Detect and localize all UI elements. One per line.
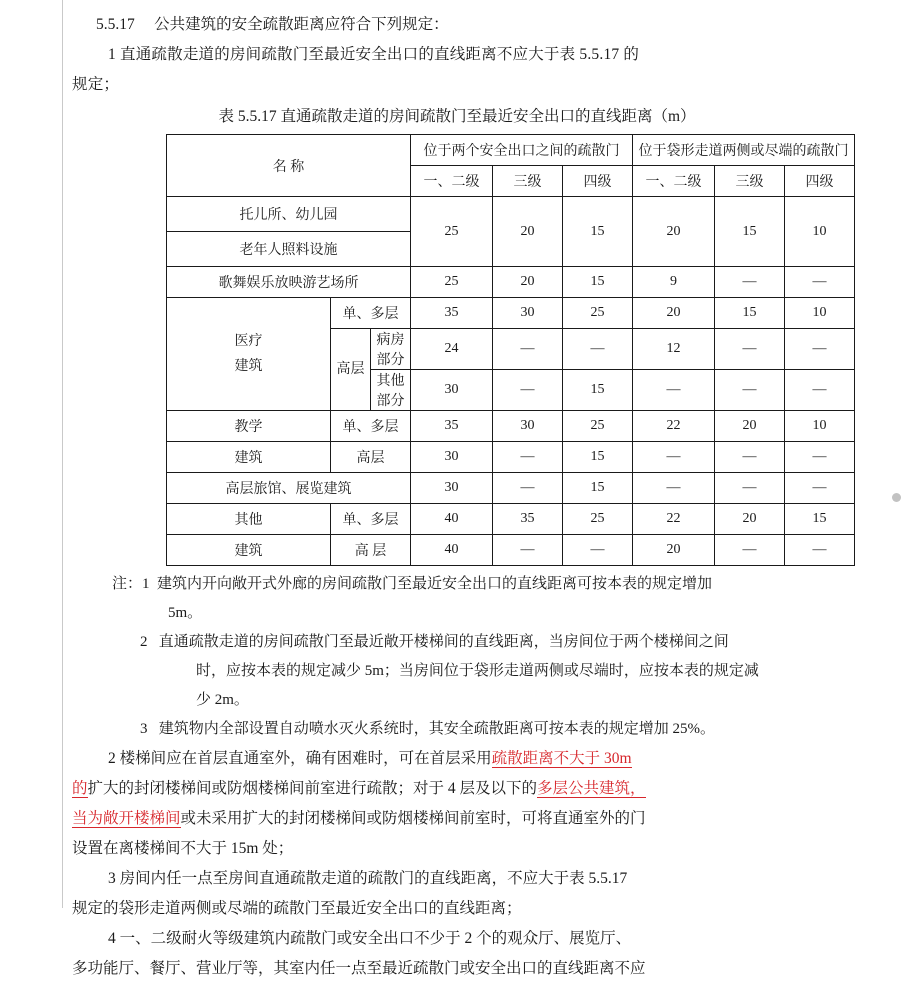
cell-value: — [715, 473, 785, 504]
cell-value: 30 [411, 473, 493, 504]
row-name-elderly: 老年人照料设施 [167, 232, 411, 267]
row-group-other: 其他 [167, 504, 331, 535]
cell-value: — [715, 442, 785, 473]
item-2-text-c: 或未采用扩大的封闭楼梯间或防烟楼梯间前室时，可将直通室外的门 [180, 810, 646, 827]
table-header-level-4: 一、二级 [633, 166, 715, 197]
table-row [167, 504, 855, 535]
table-row [167, 267, 855, 298]
cell-value: 15 [563, 473, 633, 504]
cell-value: 10 [785, 298, 855, 329]
cell-value: 20 [493, 267, 563, 298]
clause-number: 5.5.17 [96, 16, 135, 33]
row-group-line-1: 医疗 [234, 334, 263, 349]
cell-value: 24 [411, 329, 493, 370]
table-header-group-between: 位于两个安全出口之间的疏散门 [411, 135, 633, 166]
note-3-text: 建筑物内全部设置自动喷水灭火系统时，其安全疏散距离可按本表的规定增加 25%。 [158, 721, 715, 737]
cell-value: — [633, 370, 715, 411]
table-header-level-2: 三级 [493, 166, 563, 197]
note-2 [72, 628, 832, 657]
cell-value: — [785, 473, 855, 504]
table-header-level-5: 三级 [715, 166, 785, 197]
cell-value: 22 [633, 411, 715, 442]
cell-value: 20 [493, 197, 563, 267]
cell-value: 25 [411, 197, 493, 267]
note-1-text: 建筑内开向敞开式外廊的房间疏散门至最近安全出口的直线距离可按本表的规定增加 [157, 576, 713, 592]
cell-value: 22 [633, 504, 715, 535]
item-2-text-b: 扩大的封闭楼梯间或防烟楼梯间前室进行疏散；对于 4 层及以下的 [87, 780, 538, 797]
clause-title: 公共建筑的安全疏散距离应符合下列规定： [154, 16, 449, 33]
table-caption: 表 5.5.17 直通疏散走道的房间疏散门至最近安全出口的直线距离（m） [218, 108, 696, 125]
cell-value: — [715, 267, 785, 298]
table-row [167, 298, 855, 329]
cell-value: — [493, 329, 563, 370]
table-header-level-1: 一、二级 [411, 166, 493, 197]
row-sub-other: 其他部分 [371, 370, 411, 411]
clause-item-1-line-2: 规定； [72, 76, 120, 93]
table-header-group-deadend: 位于袋形走道两侧或尽端的疏散门 [633, 135, 855, 166]
note-2-cont-2: 少 2m。 [196, 692, 249, 708]
row-sub-teaching-high: 高层 [331, 442, 411, 473]
cell-value: 25 [563, 298, 633, 329]
cell-value: 20 [715, 504, 785, 535]
cell-value: 15 [563, 370, 633, 411]
table-row [167, 442, 855, 473]
document-content [72, 10, 849, 984]
row-group-teaching: 教学 [167, 411, 331, 442]
item-2-text-a: 2 楼梯间应在首层直通室外，确有困难时，可在首层采用 [108, 750, 492, 767]
row-sub-group-label: 高层 [336, 362, 365, 377]
cell-value: 20 [633, 298, 715, 329]
table-row [167, 411, 855, 442]
row-sub-medical-low: 单、多层 [331, 298, 411, 329]
cell-value: 12 [633, 329, 715, 370]
cell-value: — [785, 329, 855, 370]
note-label-1: 注：1 [112, 576, 150, 592]
scroll-indicator-dot[interactable] [892, 493, 901, 502]
cell-value: — [493, 370, 563, 411]
cell-value: 9 [633, 267, 715, 298]
cell-value: 40 [411, 504, 493, 535]
cell-value: 10 [785, 411, 855, 442]
cell-value: 30 [411, 370, 493, 411]
cell-value: — [785, 267, 855, 298]
cell-value: 20 [715, 411, 785, 442]
cell-value: 30 [493, 411, 563, 442]
cell-value: 30 [493, 298, 563, 329]
clause-item-3-line-1: 3 房间内任一点至房间直通疏散走道的疏散门的直线距离，不应大于表 5.5.17 [108, 870, 628, 887]
note-1-cont: 5m。 [168, 605, 203, 621]
table-row [167, 535, 855, 566]
cell-value: — [633, 442, 715, 473]
evacuation-distance-table [166, 134, 855, 566]
cell-value: 15 [563, 197, 633, 267]
row-group-other-2: 建筑 [167, 535, 331, 566]
table-header-group-row [167, 135, 855, 166]
table-header-level-3: 四级 [563, 166, 633, 197]
cell-value: 35 [411, 298, 493, 329]
cell-value: 15 [563, 267, 633, 298]
note-3 [72, 715, 832, 744]
table-header-level-6: 四级 [785, 166, 855, 197]
row-sub-teaching-low: 单、多层 [331, 411, 411, 442]
note-2-text: 直通疏散走道的房间疏散门至最近敞开楼梯间的直线距离，当房间位于两个楼梯间之间 [158, 634, 729, 650]
row-sub-group-highrise [331, 329, 371, 411]
cell-value: 35 [493, 504, 563, 535]
item-2-red-4: 当为敞开楼梯间 [72, 810, 181, 827]
cell-value: 10 [785, 197, 855, 267]
row-sub-other-low: 单、多层 [331, 504, 411, 535]
cell-value: — [715, 329, 785, 370]
row-name-nursery [167, 197, 411, 232]
table-notes [72, 570, 832, 744]
row-group-line-2: 建筑 [234, 359, 263, 374]
cell-value: — [715, 535, 785, 566]
cell-value: 40 [411, 535, 493, 566]
row-name-entertainment: 歌舞娱乐放映游艺场所 [167, 267, 411, 298]
row-name-hotel-exhibition: 高层旅馆、展览建筑 [167, 473, 411, 504]
cell-value: 25 [411, 267, 493, 298]
clause-item-2-line-1 [72, 744, 832, 774]
cell-value: 25 [563, 504, 633, 535]
clause-item-4-line-2: 多功能厅、餐厅、营业厅等，其室内任一点至最近疏散门或安全出口的直线距离不应 [72, 960, 646, 977]
item-2-red-1: 疏散距离不大于 30m [491, 750, 632, 767]
cell-value: — [493, 442, 563, 473]
clause-item-2-line-3 [72, 804, 832, 834]
clause-item-1-line-1: 1 直通疏散走道的房间疏散门至最近安全出口的直线距离不应大于表 5.5.17 的 [108, 46, 640, 63]
cell-value: 15 [715, 197, 785, 267]
item-2-red-3: 多层公共建筑， [537, 780, 646, 797]
note-2-cont-1: 时，应按本表的规定减少 5m；当房间位于袋形走道两侧或尽端时，应按本表的规定减 [196, 663, 759, 679]
row-sub-ward: 病房部分 [371, 329, 411, 370]
cell-value: 15 [785, 504, 855, 535]
cell-value: — [563, 329, 633, 370]
cell-value: — [563, 535, 633, 566]
left-margin-rule [62, 0, 63, 908]
cell-value: — [785, 370, 855, 411]
cell-value: 15 [715, 298, 785, 329]
item-2-red-2: 的 [72, 780, 88, 797]
note-1 [72, 570, 832, 599]
cell-value: 25 [563, 411, 633, 442]
clause-heading [72, 10, 832, 40]
table-row [167, 197, 855, 232]
note-label-2: 2 [140, 634, 148, 650]
clause-item-3-line-2: 规定的袋形走道两侧或尽端的疏散门至最近安全出口的直线距离； [72, 900, 522, 917]
clause-item-2-line-4: 设置在离楼梯间不大于 15m 处； [72, 840, 294, 857]
cell-value: — [633, 473, 715, 504]
cell-value: 20 [633, 535, 715, 566]
cell-value: — [785, 535, 855, 566]
cell-value: — [493, 535, 563, 566]
cell-value: 35 [411, 411, 493, 442]
clause-item-4-line-1: 4 一、二级耐火等级建筑内疏散门或安全出口不少于 2 个的观众厅、展览厅、 [108, 930, 632, 947]
table-header-name: 名 称 [167, 135, 411, 197]
row-sub-other-high: 高 层 [331, 535, 411, 566]
cell-value: 20 [633, 197, 715, 267]
table-row [167, 473, 855, 504]
note-label-3: 3 [140, 721, 148, 737]
clause-item-2-line-2 [72, 774, 832, 804]
row-group-teaching-2: 建筑 [167, 442, 331, 473]
cell-value: — [715, 370, 785, 411]
cell-value: — [785, 442, 855, 473]
row-name-line-1: 托儿所、幼儿园 [239, 208, 338, 223]
cell-value: 15 [563, 442, 633, 473]
cell-value: 30 [411, 442, 493, 473]
row-group-medical [167, 298, 331, 411]
cell-value: — [493, 473, 563, 504]
